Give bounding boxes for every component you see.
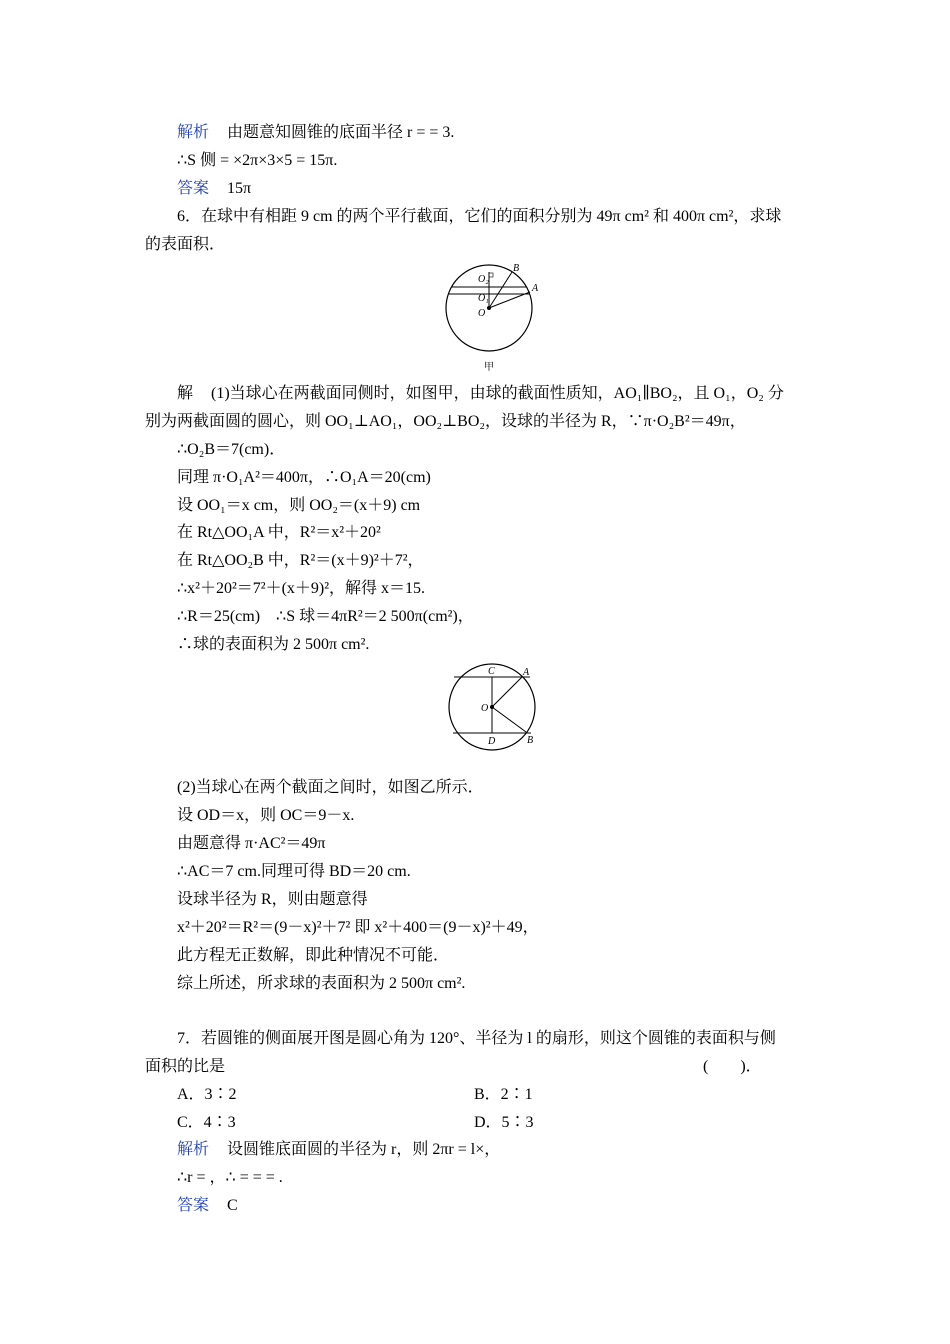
- q6-stem-line1: 6．在球中有相距 9 cm 的两个平行截面，它们的面积分别为 49π cm² 和 400π cm²，求球: [177, 208, 782, 225]
- option-a: A．3∶2: [177, 1086, 237, 1103]
- radius-oa: [492, 677, 522, 707]
- analysis-text: 由题意知圆锥的底面半径 r = = 3.: [227, 124, 455, 141]
- label-c: C: [488, 666, 495, 677]
- option-b: B．2∶1: [474, 1086, 533, 1103]
- q7-analysis-row: [177, 1140, 500, 1160]
- part2-step: 设 OD＝x，则 OC＝9－x.: [177, 807, 355, 824]
- option-d: D．5∶3: [474, 1114, 534, 1131]
- label-o: O: [478, 308, 486, 319]
- answer-label: 答案: [177, 180, 210, 197]
- answer-text: C: [227, 1197, 238, 1214]
- part2-step: 此方程无正数解，即此种情况不可能．: [177, 947, 450, 964]
- q7-answer-bracket: ( )．: [703, 1058, 762, 1075]
- q5-answer-row: [177, 179, 251, 199]
- part1-step: ∴O₂B＝7(cm)．: [177, 441, 286, 458]
- q5-lateral-area: ∴S 侧 = ×2π×3×5 = 15π.: [177, 152, 338, 169]
- q7-stem-line2: 面积的比是: [145, 1058, 226, 1075]
- label-a: A: [523, 667, 530, 678]
- part1-step: ∴x²＋20²＝7²＋(x＋9)²，解得 x＝15.: [177, 580, 426, 597]
- label-o: O: [481, 703, 489, 714]
- label-o2: O₂: [478, 274, 489, 285]
- center-dot: [490, 705, 494, 709]
- analysis-label: 解析: [177, 124, 210, 141]
- part1-line1: (1)当球心在两截面同侧时，如图甲，由球的截面性质知，AO₁∥BO₂，且 O₁，O₂ 分: [211, 385, 784, 402]
- part2-step: 综上所述，所求球的表面积为 2 500π cm².: [177, 975, 466, 992]
- q6-stem-line2: 的表面积．: [145, 236, 226, 253]
- q7-ratio-line: ∴r = ，∴ = = = .: [177, 1169, 283, 1186]
- part2-step: ∴AC＝7 cm.同理可得 BD＝20 cm.: [177, 863, 411, 880]
- figure-yi: [440, 660, 550, 757]
- q5-analysis-row: [177, 123, 454, 143]
- analysis-text: 设圆锥底面圆的半径为 r，则 2πr = l×，: [227, 1141, 501, 1158]
- q7-stem-line1: 7．若圆锥的侧面展开图是圆心角为 120°、半径为 l 的扇形，则这个圆锥的表面积与侧: [177, 1030, 776, 1047]
- part1-line2: 别为两截面圆的圆心，则 OO₁⊥AO₁，OO₂⊥BO₂，设球的半径为 R，∵π·O₂B²＝49π，: [145, 413, 746, 430]
- label-b: B: [527, 735, 534, 746]
- radius-ob: [489, 272, 512, 308]
- radius-ob: [492, 707, 526, 732]
- part2-step: 设球半径为 R，则由题意得: [177, 891, 368, 908]
- label-o1: O₁: [478, 293, 489, 304]
- label-d: D: [488, 736, 496, 747]
- part1-step: ∴球的表面积为 2 500π cm².: [177, 636, 370, 653]
- part1-step: 在 Rt△OO₁A 中，R²＝x²＋20²: [177, 524, 381, 541]
- answer-label: 答案: [177, 1197, 210, 1214]
- fig-caption: 甲: [484, 362, 494, 373]
- part2-step: 由题意得 π·AC²＝49π: [177, 835, 326, 852]
- answer-text: 15π: [227, 180, 252, 197]
- part1-step: 在 Rt△OO₂B 中，R²＝(x＋9)²＋7²，: [177, 552, 424, 569]
- analysis-label: 解析: [177, 1141, 210, 1158]
- part1-step: 设 OO₁＝x cm，则 OO₂＝(x＋9) cm: [177, 497, 421, 514]
- part2-step: (2)当球心在两个截面之间时，如图乙所示．: [177, 779, 484, 796]
- solution-label: 解: [177, 385, 194, 402]
- option-c: C．4∶3: [177, 1114, 236, 1131]
- part1-step: 同理 π·O₁A²＝400π，∴O₁A＝20(cm): [177, 469, 431, 486]
- label-b: B: [513, 263, 520, 274]
- part2-step: x²＋20²＝R²＝(9－x)²＋7² 即 x²＋400＝(9－x)²＋49，: [177, 919, 539, 936]
- part1-step: ∴R＝25(cm) ∴S 球＝4πR²＝2 500π(cm²)，: [177, 608, 474, 625]
- right-angle-mark: [489, 273, 493, 277]
- label-a: A: [532, 283, 539, 294]
- q7-answer-row: [177, 1196, 238, 1216]
- figure-jia: [440, 258, 550, 381]
- q6-solution-row: [177, 384, 784, 404]
- center-dot: [487, 306, 491, 310]
